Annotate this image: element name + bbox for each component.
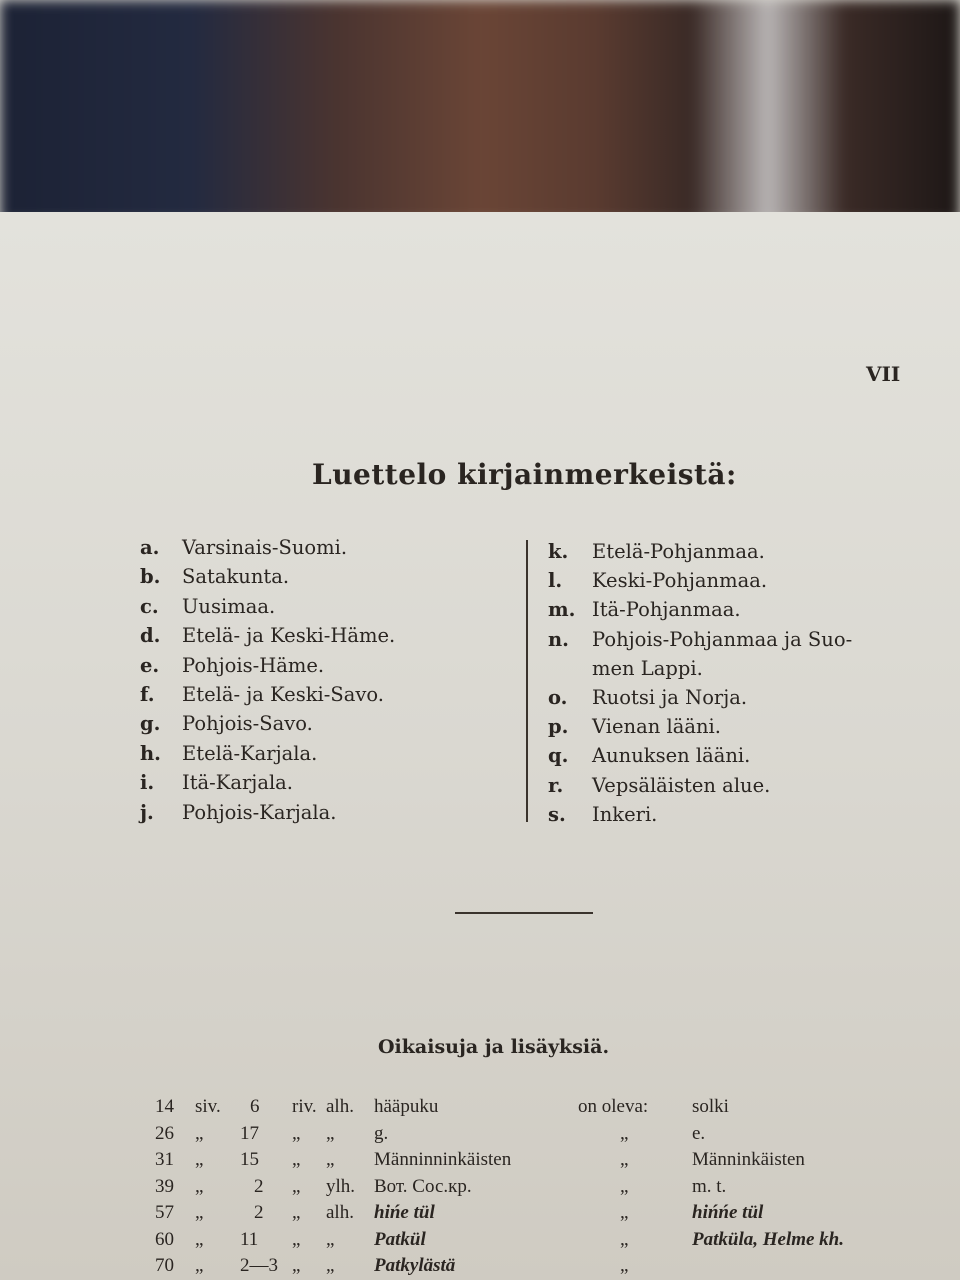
page-abbr-cell: „ bbox=[195, 1202, 204, 1223]
line-number-cell: 2 bbox=[254, 1175, 264, 1197]
should-be-cell: „ bbox=[620, 1202, 629, 1223]
should-be-cell: „ bbox=[620, 1149, 629, 1170]
item-letter: s. bbox=[548, 802, 566, 826]
item-text: Pohjois-Häme. bbox=[182, 653, 325, 677]
page-number-cell: 60 bbox=[155, 1228, 174, 1250]
item-text: Vienan lääni. bbox=[592, 715, 721, 739]
correct-text-cell: Männinkäisten bbox=[692, 1149, 805, 1170]
correct-text-cell: Patküla, Helme kh. bbox=[692, 1228, 844, 1250]
item-text: Vepsäläisten alue. bbox=[592, 773, 771, 797]
page-title: Luettelo kirjainmerkeistä: bbox=[312, 458, 737, 491]
incorrect-text-cell: Patkül bbox=[374, 1228, 426, 1250]
line-abbr-cell: „ bbox=[292, 1202, 301, 1223]
item-text: Inkeri. bbox=[592, 802, 658, 826]
page-abbr-cell: „ bbox=[195, 1149, 204, 1170]
page-number-cell: 26 bbox=[155, 1122, 174, 1144]
item-letter: d. bbox=[140, 624, 161, 648]
item-text: Pohjois-Savo. bbox=[182, 712, 313, 736]
item-text: Uusimaa. bbox=[182, 594, 276, 618]
correct-text-cell: solki bbox=[692, 1096, 729, 1117]
item-text: Etelä- ja Keski-Häme. bbox=[182, 624, 396, 648]
page-abbr-cell: siv. bbox=[195, 1096, 221, 1117]
line-abbr-cell: riv. bbox=[292, 1096, 317, 1117]
should-be-cell: on oleva: bbox=[578, 1096, 649, 1117]
page-abbr-cell: „ bbox=[195, 1175, 204, 1197]
item-text: Etelä-Karjala. bbox=[182, 741, 318, 765]
direction-cell: alh. bbox=[326, 1202, 354, 1223]
item-letter: r. bbox=[548, 773, 564, 797]
direction-cell: alh. bbox=[326, 1096, 354, 1117]
item-letter: k. bbox=[548, 540, 569, 563]
incorrect-text-cell: Patkylästä bbox=[374, 1255, 456, 1276]
item-letter: j. bbox=[140, 800, 154, 824]
item-letter: l. bbox=[548, 569, 563, 593]
direction-cell: „ bbox=[326, 1149, 335, 1170]
item-letter: c. bbox=[140, 594, 159, 618]
item-letter: g. bbox=[140, 712, 161, 736]
page-number-cell: 39 bbox=[155, 1175, 174, 1197]
item-letter: f. bbox=[140, 683, 155, 706]
item-text: Pohjois-Karjala. bbox=[182, 800, 337, 824]
page-abbr-cell: „ bbox=[195, 1228, 204, 1250]
item-text: Varsinais-Suomi. bbox=[182, 536, 348, 559]
incorrect-text-cell: Вот. Сос.кр. bbox=[374, 1175, 472, 1197]
page-number-cell: 31 bbox=[155, 1149, 174, 1170]
item-text: Ruotsi ja Norja. bbox=[592, 686, 748, 709]
item-letter: p. bbox=[548, 715, 569, 739]
line-number-cell: 2—3 bbox=[240, 1255, 278, 1276]
correct-text-cell: hińńe tül bbox=[692, 1202, 764, 1223]
line-number-cell: 2 bbox=[254, 1202, 264, 1223]
item-letter: e. bbox=[140, 653, 160, 677]
item-text: Itä-Pohjanmaa. bbox=[592, 598, 741, 622]
incorrect-text-cell: hińe tül bbox=[374, 1202, 435, 1223]
line-abbr-cell: „ bbox=[292, 1122, 301, 1144]
page-number: VII bbox=[866, 362, 901, 386]
item-text: Aunuksen lääni. bbox=[592, 744, 751, 768]
item-letter: b. bbox=[140, 565, 161, 589]
incorrect-text-cell: hääpuku bbox=[374, 1096, 439, 1117]
item-text: Keski-Pohjanmaa. bbox=[592, 569, 768, 593]
item-text: Satakunta. bbox=[182, 565, 290, 589]
line-number-cell: 15 bbox=[240, 1149, 259, 1170]
item-letter: o. bbox=[548, 686, 568, 709]
item-text: men Lappi. bbox=[592, 656, 703, 680]
should-be-cell: „ bbox=[620, 1228, 629, 1250]
direction-cell: „ bbox=[326, 1228, 335, 1250]
item-text: Pohjois-Pohjanmaa ja Suo- bbox=[592, 627, 853, 651]
item-letter: h. bbox=[140, 741, 161, 765]
should-be-cell: „ bbox=[620, 1122, 629, 1144]
page-abbr-cell: „ bbox=[195, 1255, 204, 1276]
blurred-background bbox=[0, 0, 960, 222]
line-number-cell: 6 bbox=[250, 1096, 260, 1117]
line-number-cell: 17 bbox=[240, 1122, 259, 1144]
should-be-cell: „ bbox=[620, 1175, 629, 1197]
should-be-cell: „ bbox=[620, 1255, 629, 1276]
direction-cell: „ bbox=[326, 1122, 335, 1144]
incorrect-text-cell: g. bbox=[374, 1122, 389, 1144]
item-letter: n. bbox=[548, 627, 569, 651]
correct-text-cell: e. bbox=[692, 1122, 706, 1144]
item-text: Itä-Karjala. bbox=[182, 771, 294, 795]
incorrect-text-cell: Männinninkäisten bbox=[374, 1149, 512, 1170]
page-number-cell: 14 bbox=[155, 1096, 174, 1117]
page-number-cell: 57 bbox=[155, 1202, 174, 1223]
item-letter: i. bbox=[140, 771, 155, 795]
line-number-cell: 11 bbox=[240, 1228, 259, 1250]
line-abbr-cell: „ bbox=[292, 1149, 301, 1170]
page-number-cell: 70 bbox=[155, 1255, 174, 1276]
line-abbr-cell: „ bbox=[292, 1255, 301, 1276]
page-abbr-cell: „ bbox=[195, 1122, 204, 1144]
item-text: Etelä- ja Keski-Savo. bbox=[182, 683, 384, 706]
correct-text-cell: m. t. bbox=[692, 1175, 727, 1197]
item-letter: q. bbox=[548, 744, 569, 768]
line-abbr-cell: „ bbox=[292, 1228, 301, 1250]
direction-cell: „ bbox=[326, 1255, 335, 1276]
column-divider bbox=[526, 540, 528, 822]
section-separator bbox=[455, 912, 593, 914]
errata-title: Oikaisuja ja lisäyksiä. bbox=[378, 1036, 610, 1058]
line-abbr-cell: „ bbox=[292, 1175, 301, 1197]
item-letter: a. bbox=[140, 536, 160, 559]
item-text: Etelä-Pohjanmaa. bbox=[592, 540, 765, 563]
item-letter: m. bbox=[548, 598, 576, 622]
direction-cell: ylh. bbox=[326, 1175, 356, 1197]
